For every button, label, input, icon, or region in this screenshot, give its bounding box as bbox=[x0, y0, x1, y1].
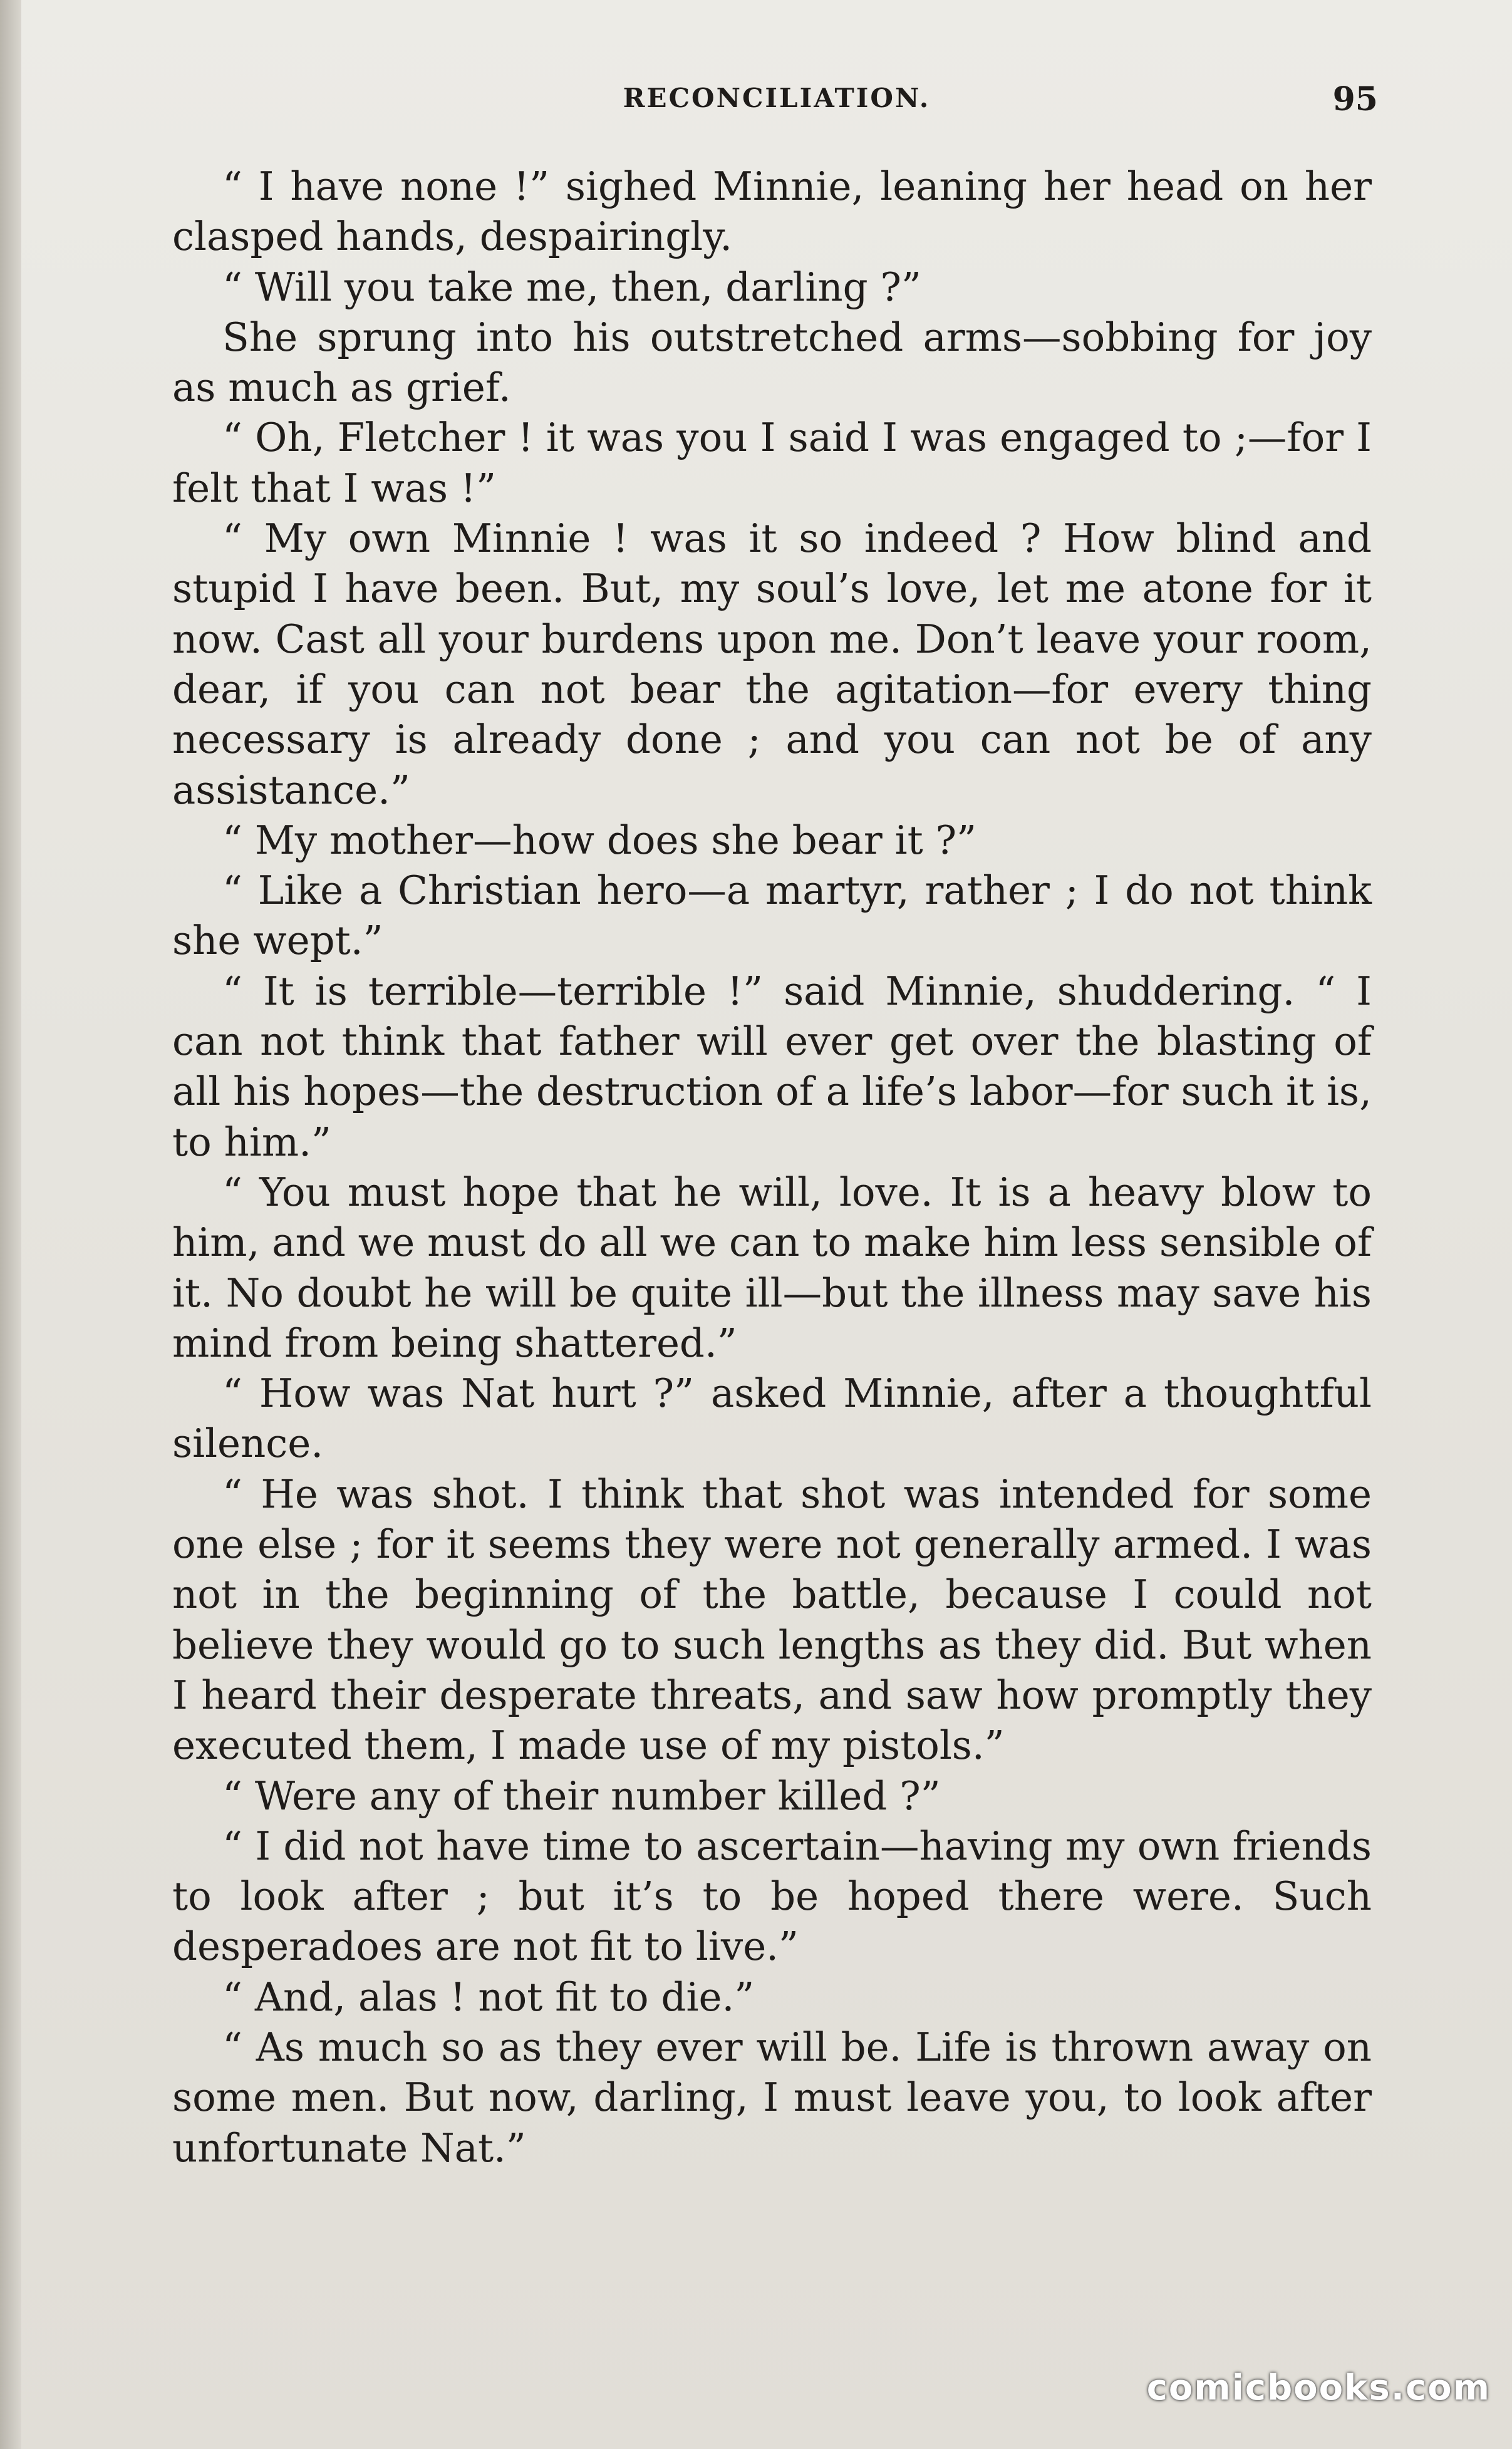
paragraph: “ You must hope that he will, love. It is a heavy blow to him, and we must do all we can to make him less sensible of it. No doubt he will be quite ill—but the illness may save his mind from being shattered.” bbox=[172, 1169, 1372, 1366]
running-head: RECONCILIATION. bbox=[623, 83, 931, 113]
paragraph: “ I did not have time to ascertain—having my own friends to look after ; but it’s to be hoped there were. Such desperadoes are not fit to live.” bbox=[172, 1823, 1372, 1970]
page-number: 95 bbox=[1332, 80, 1378, 118]
paragraph: “ As much so as they ever will be. Life is thrown away on some men. But now, darling, I must leave you, to look after unfortunate Nat.” bbox=[172, 2024, 1372, 2171]
paragraph: “ Will you take me, then, darling ?” bbox=[222, 264, 921, 310]
paragraph: “ Were any of their number killed ?” bbox=[222, 1773, 941, 1819]
paragraph: “ My mother—how does she bear it ?” bbox=[222, 817, 977, 863]
paragraph: “ How was Nat hurt ?” asked Minnie, after a thoughtful silence. bbox=[172, 1370, 1372, 1467]
paragraph: “ Like a Christian hero—a martyr, rather ; I do not think she wept.” bbox=[172, 867, 1372, 964]
paragraph: “ I have none !” sighed Minnie, leaning her head on her clasped hands, despairingly. bbox=[172, 163, 1372, 260]
paragraph: “ He was shot. I think that shot was intended for some one else ; for it seems they were not generally armed. I was not in the beginning of the battle, because I could not believe they would go to such lengths as they did. But when I heard their desperate threats, and saw how promptly they executed them, I made use of my pistols.” bbox=[172, 1471, 1372, 1769]
body-text bbox=[172, 162, 1372, 2173]
paragraph: “ My own Minnie ! was it so indeed ? How blind and stupid I have been. But, my soul’s love, let me atone for it now. Cast all your burdens upon me. Don’t leave your room, dear, if you can not bear the agitation—for every thing necessary is already done ; and you can not be of any assistance.” bbox=[172, 515, 1372, 813]
paragraph: She sprung into his outstretched arms—sobbing for joy as much as grief. bbox=[172, 314, 1372, 411]
page-header bbox=[0, 80, 1512, 130]
paragraph: “ Oh, Fletcher ! it was you I said I was engaged to ;—for I felt that I was !” bbox=[172, 415, 1372, 511]
paragraph: “ And, alas ! not fit to die.” bbox=[222, 1974, 755, 2020]
page-edge-shadow bbox=[0, 0, 21, 2449]
paragraph: “ It is terrible—terrible !” said Minnie, shuddering. “ I can not think that father will ever get over the blasting of all his hopes—the destruction of a life’s labor—for such it is, to him.” bbox=[172, 968, 1372, 1165]
watermark: comicbooks.com bbox=[1146, 2368, 1491, 2408]
